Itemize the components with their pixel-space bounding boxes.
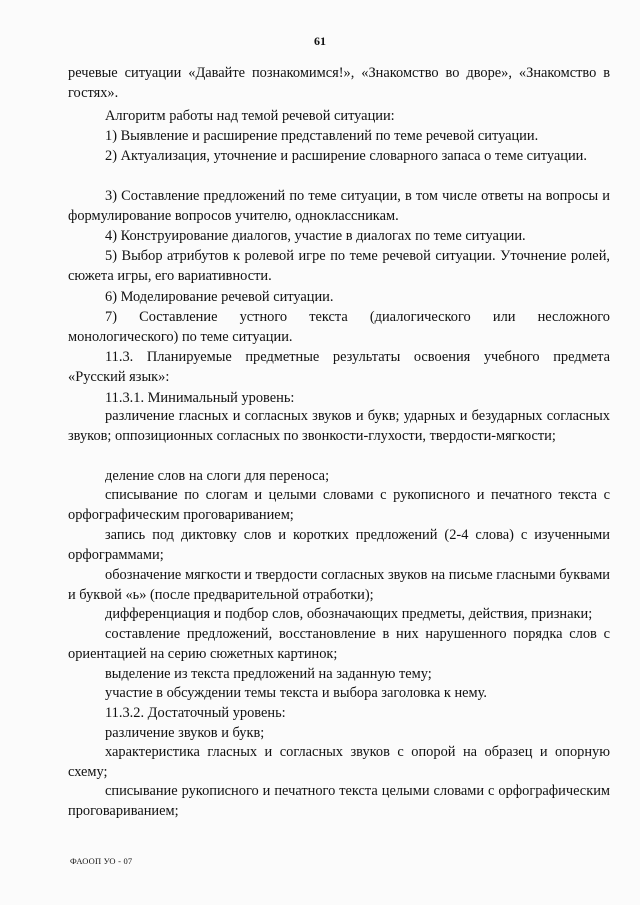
paragraph-8: 6) Моделирование речевой ситуации.	[105, 289, 334, 305]
paragraph-10: 11.3. Планируемые предметные результаты освоения учебного предмета «Русский язык»:	[68, 349, 610, 385]
paragraph-3: 1) Выявление и расширение представлений по теме речевой ситуации.	[105, 128, 539, 144]
paragraph-24: списывание рукописного и печатного текста целыми словами с орфографическим проговариванием;	[68, 783, 610, 819]
paragraph-21: 11.3.2. Достаточный уровень:	[105, 705, 286, 721]
paragraph-19: выделение из текста предложений на заданную тему;	[105, 666, 432, 682]
paragraph-17: дифференциация и подбор слов, обозначающих предметы, действия, признаки;	[105, 606, 593, 622]
paragraph-15: запись под диктовку слов и коротких предложений (2-4 слова) с изученными орфограммами;	[68, 527, 610, 563]
paragraph-12: различение гласных и согласных звуков и букв; ударных и безударных согласных звуков; оппозиционных согласных по звонкости-глухости, твердости-мягкости;	[68, 408, 610, 444]
paragraph-9: 7) Составление устного текста (диалогического или несложного монологического) по теме ситуации.	[68, 309, 610, 345]
paragraph-13: деление слов на слоги для переноса;	[105, 468, 330, 484]
paragraph-6: 4) Конструирование диалогов, участие в диалогах по теме ситуации.	[105, 228, 526, 244]
page-number: 61	[314, 34, 326, 48]
paragraph-23: характеристика гласных и согласных звуков с опорой на образец и опорную схему;	[68, 744, 610, 780]
paragraph-2: Алгоритм работы над темой речевой ситуации:	[105, 108, 395, 124]
paragraph-22: различение звуков и букв;	[105, 725, 265, 741]
paragraph-18: составление предложений, восстановление в них нарушенного порядка слов с ориентацией на серию сюжетных картинок;	[68, 626, 610, 662]
paragraph-1: речевые ситуации «Давайте познакомимся!», «Знакомство во дворе», «Знакомство в гостях».	[68, 65, 610, 101]
paragraph-4: 2) Актуализация, уточнение и расширение словарного запаса о теме ситуации.	[105, 148, 587, 164]
paragraph-16: обозначение мягкости и твердости согласных звуков на письме гласными буквами и буквой «ь» (после предварительной отработки);	[68, 567, 610, 603]
paragraph-11: 11.3.1. Минимальный уровень:	[105, 390, 295, 406]
paragraph-20: участие в обсуждении темы текста и выбора заголовка к нему.	[105, 685, 487, 701]
paragraph-14: списывание по слогам и целыми словами с рукописного и печатного текста с орфографическим проговариванием;	[68, 487, 610, 523]
footer-code: ФАООП УО - 07	[70, 856, 133, 866]
paragraph-7: 5) Выбор атрибутов к ролевой игре по теме речевой ситуации. Уточнение ролей, сюжета игры, его вариативности.	[68, 248, 610, 284]
paragraph-5: 3) Составление предложений по теме ситуации, в том числе ответы на вопросы и формулирование вопросов учителю, одноклассникам.	[68, 188, 610, 224]
